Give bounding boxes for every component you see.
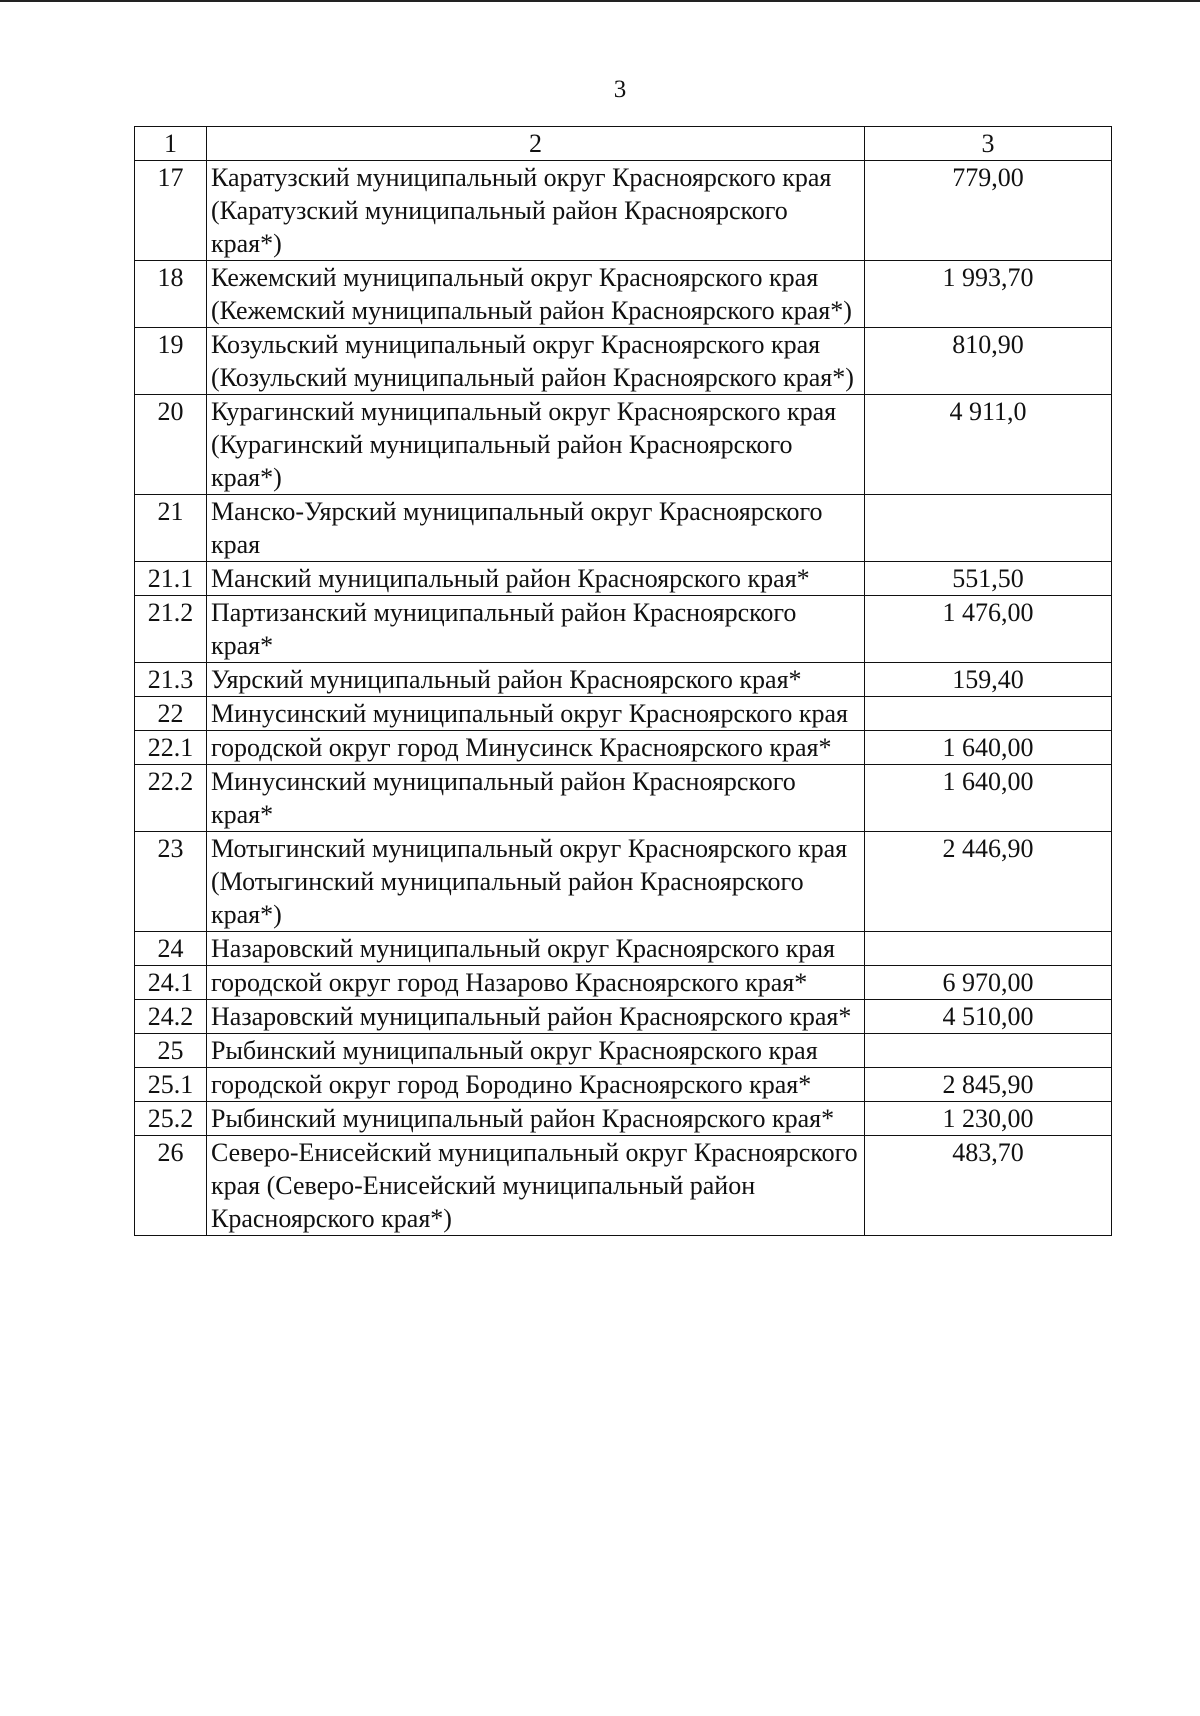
table-row — [135, 328, 1112, 395]
row-value: 1 640,00 — [865, 731, 1112, 765]
row-value — [865, 1034, 1112, 1068]
table-body — [135, 161, 1112, 1236]
row-name: Назаровский муниципальный округ Красноярского края — [207, 932, 865, 966]
row-number: 24 — [135, 932, 207, 966]
row-value: 4 911,0 — [865, 395, 1112, 495]
row-number: 21.3 — [135, 663, 207, 697]
row-value: 810,90 — [865, 328, 1112, 395]
row-name: городской округ город Назарово Красноярского края* — [207, 966, 865, 1000]
header-col-2: 2 — [207, 127, 865, 161]
header-col-1: 1 — [135, 127, 207, 161]
table-row — [135, 596, 1112, 663]
row-number: 22 — [135, 697, 207, 731]
row-value: 779,00 — [865, 161, 1112, 261]
table-row — [135, 932, 1112, 966]
row-number: 24.1 — [135, 966, 207, 1000]
row-name: Уярский муниципальный район Красноярского края* — [207, 663, 865, 697]
table-row — [135, 1136, 1112, 1236]
row-value — [865, 932, 1112, 966]
table-row — [135, 663, 1112, 697]
row-name: Мотыгинский муниципальный округ Красноярского края (Мотыгинский муниципальный район Красноярского края*) — [207, 832, 865, 932]
table-row — [135, 495, 1112, 562]
table-row — [135, 261, 1112, 328]
row-number: 17 — [135, 161, 207, 261]
row-number: 19 — [135, 328, 207, 395]
row-value: 1 476,00 — [865, 596, 1112, 663]
row-name: Минусинский муниципальный район Красноярского края* — [207, 765, 865, 832]
row-value: 1 640,00 — [865, 765, 1112, 832]
row-value: 1 993,70 — [865, 261, 1112, 328]
page-number: 3 — [613, 76, 627, 103]
row-name: Козульский муниципальный округ Красноярского края (Козульский муниципальный район Красноярского края*) — [207, 328, 865, 395]
row-number: 25.2 — [135, 1102, 207, 1136]
row-value: 159,40 — [865, 663, 1112, 697]
table-row — [135, 765, 1112, 832]
row-value: 2 845,90 — [865, 1068, 1112, 1102]
row-name: Курагинский муниципальный округ Красноярского края (Курагинский муниципальный район Красноярского края*) — [207, 395, 865, 495]
table-row — [135, 562, 1112, 596]
table-row — [135, 395, 1112, 495]
row-number: 22.1 — [135, 731, 207, 765]
row-name: городской округ город Минусинск Красноярского края* — [207, 731, 865, 765]
row-name: Кежемский муниципальный округ Красноярского края (Кежемский муниципальный район Красноярского края*) — [207, 261, 865, 328]
row-number: 24.2 — [135, 1000, 207, 1034]
row-number: 25 — [135, 1034, 207, 1068]
row-name: Рыбинский муниципальный район Красноярского края* — [207, 1102, 865, 1136]
data-table — [134, 126, 1112, 1236]
row-name: Партизанский муниципальный район Красноярского края* — [207, 596, 865, 663]
row-number: 22.2 — [135, 765, 207, 832]
row-name: городской округ город Бородино Красноярского края* — [207, 1068, 865, 1102]
row-value — [865, 697, 1112, 731]
row-number: 20 — [135, 395, 207, 495]
table-row — [135, 697, 1112, 731]
row-number: 26 — [135, 1136, 207, 1236]
table-row — [135, 1034, 1112, 1068]
row-name: Назаровский муниципальный район Красноярского края* — [207, 1000, 865, 1034]
row-number: 23 — [135, 832, 207, 932]
page-top-border — [0, 0, 1200, 2]
row-name: Минусинский муниципальный округ Красноярского края — [207, 697, 865, 731]
row-number: 21.2 — [135, 596, 207, 663]
table-row — [135, 966, 1112, 1000]
row-value: 6 970,00 — [865, 966, 1112, 1000]
row-number: 25.1 — [135, 1068, 207, 1102]
row-name: Манский муниципальный район Красноярского края* — [207, 562, 865, 596]
row-value: 483,70 — [865, 1136, 1112, 1236]
row-number: 21 — [135, 495, 207, 562]
row-value: 1 230,00 — [865, 1102, 1112, 1136]
row-name: Манско-Уярский муниципальный округ Красноярского края — [207, 495, 865, 562]
table-header-row — [135, 127, 1112, 161]
header-col-3: 3 — [865, 127, 1112, 161]
row-value: 2 446,90 — [865, 832, 1112, 932]
table-row — [135, 832, 1112, 932]
row-number: 18 — [135, 261, 207, 328]
row-name: Каратузский муниципальный округ Красноярского края (Каратузский муниципальный район Красноярского края*) — [207, 161, 865, 261]
row-value: 551,50 — [865, 562, 1112, 596]
table-row — [135, 731, 1112, 765]
table-row — [135, 1068, 1112, 1102]
row-name: Северо-Енисейский муниципальный округ Красноярского края (Северо-Енисейский муниципальный район Красноярского края*) — [207, 1136, 865, 1236]
table-row — [135, 1102, 1112, 1136]
row-value — [865, 495, 1112, 562]
table-row — [135, 1000, 1112, 1034]
row-value: 4 510,00 — [865, 1000, 1112, 1034]
table-row — [135, 161, 1112, 261]
row-name: Рыбинский муниципальный округ Красноярского края — [207, 1034, 865, 1068]
row-number: 21.1 — [135, 562, 207, 596]
